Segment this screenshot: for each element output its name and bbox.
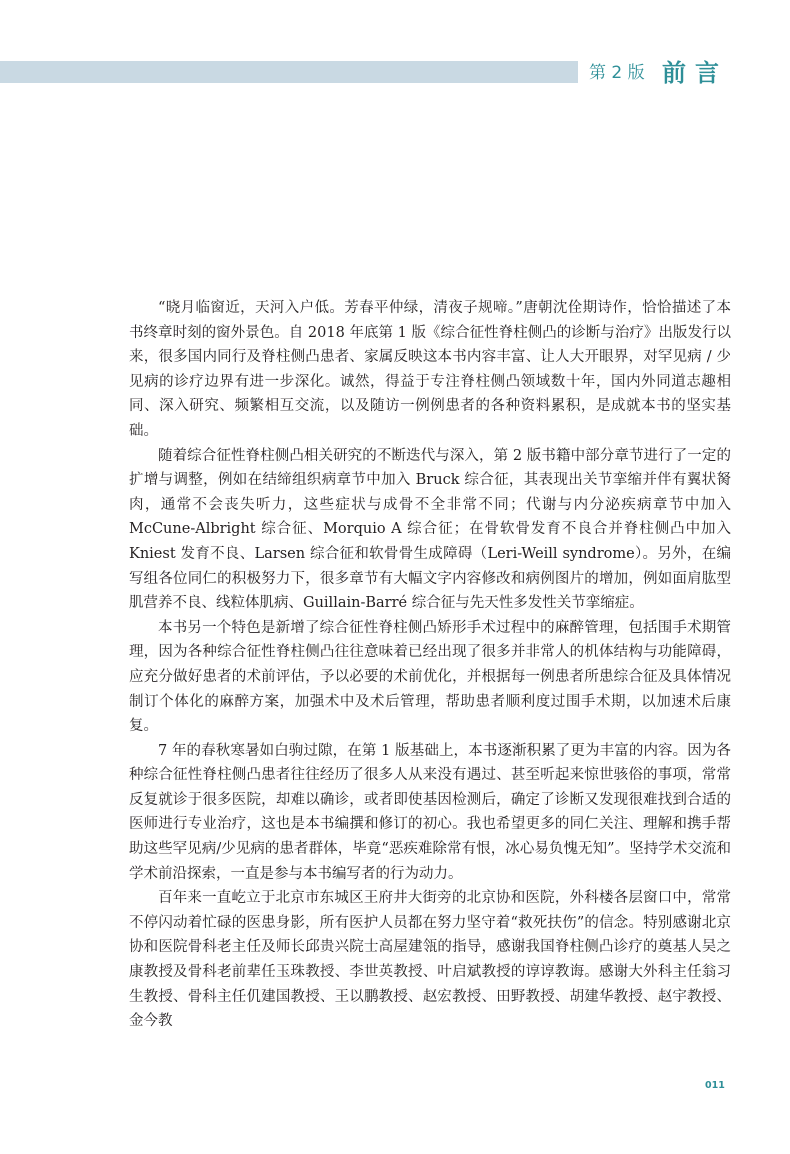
header-band xyxy=(0,61,578,83)
paragraph-4: 7 年的春秋寒暑如白驹过隙，在第 1 版基础上，本书逐渐积累了更为丰富的内容。因为各种综合征性脊柱侧凸患者往往经历了很多人从来没有遇过、甚至听起来惊世骇俗的事项，常常反复就诊于很多医院，却难以确诊，或者即使基因检测后，确定了诊断又发现很难找到合适的医师进行专业治疗，这也是本书编撰和修订的初心。我也希望更多的同仁关注、理解和携手帮助这些罕见病/少见病的患者群体，毕竟“恶疾难除常有恨，冰心易负愧无知”。坚持学术交流和学术前沿探索，一直是参与本书编写者的行为动力。 xyxy=(129,742,731,882)
page-number: 011 xyxy=(705,1080,725,1091)
paragraph-2: 随着综合征性脊柱侧凸相关研究的不断迭代与深入，第 2 版书籍中部分章节进行了一定的扩增与调整，例如在结缔组织病章节中加入 Bruck 综合征，其表现出关节挛缩并伴有翼状胬肉，通常不会丧失听力，这些症状与成骨不全非常不同；代谢与内分泌疾病章节中加入 McCune-Albright 综合征、Morquio A 综合征；在骨软骨发育不良合并脊柱侧凸中加入 Kniest 发育不良、Larsen 综合征和软骨骨生成障碍（Leri-Weill syndrome）。另外，在编写组各位同仁的积极努力下，很多章节有大幅文字内容修改和病例图片的增加，例如面肩肱型肌营养不良、线粒体肌病、Guillain-Barré 综合征与先天性多发性关节挛缩症。 xyxy=(129,447,731,612)
preface-body xyxy=(129,296,731,1034)
paragraph-3: 本书另一个特色是新增了综合征性脊柱侧凸矫形手术过程中的麻醉管理，包括围手术期管理，因为各种综合征性脊柱侧凸往往意味着已经出现了很多并非常人的机体结构与功能障碍，应充分做好患者的术前评估，予以必要的术前优化，并根据每一例患者所患综合征及具体情况制订个体化的麻醉方案，加强术中及术后管理，帮助患者顺利度过围手术期，以加速术后康复。 xyxy=(129,619,731,735)
paragraph-1: “晓月临窗近，天河入户低。芳春平仲绿，清夜子规啼。”唐朝沈佺期诗作，恰恰描述了本书终章时刻的窗外景色。自 2018 年底第 1 版《综合征性脊柱侧凸的诊断与治疗》出版发行以来，很多国内同行及脊柱侧凸患者、家属反映这本书内容丰富、让人大开眼界，对罕见病 / 少见病的诊疗边界有进一步深化。诚然，得益于专注脊柱侧凸领域数十年，国内外同道志趣相同、深入研究、频繁相互交流，以及随访一例例患者的各种资料累积，是成就本书的坚实基础。 xyxy=(129,300,731,439)
section-title: 前言 xyxy=(662,59,728,87)
paragraph-5: 百年来一直屹立于北京市东城区王府井大街旁的北京协和医院，外科楼各层窗口中，常常不停闪动着忙碌的医患身影，所有医护人员都在努力坚守着“救死扶伤”的信念。特别感谢北京协和医院骨科老主任及师长邱贵兴院士高屋建瓴的指导，感谢我国脊柱侧凸诊疗的奠基人吴之康教授及骨科老前辈任玉珠教授、李世英教授、叶启斌教授的谆谆教诲。感谢大外科主任翁习生教授、骨科主任仉建国教授、王以鹏教授、赵宏教授、田野教授、胡建华教授、赵宇教授、金今教 xyxy=(129,890,731,1030)
edition-label: 第 2 版 xyxy=(589,63,645,83)
